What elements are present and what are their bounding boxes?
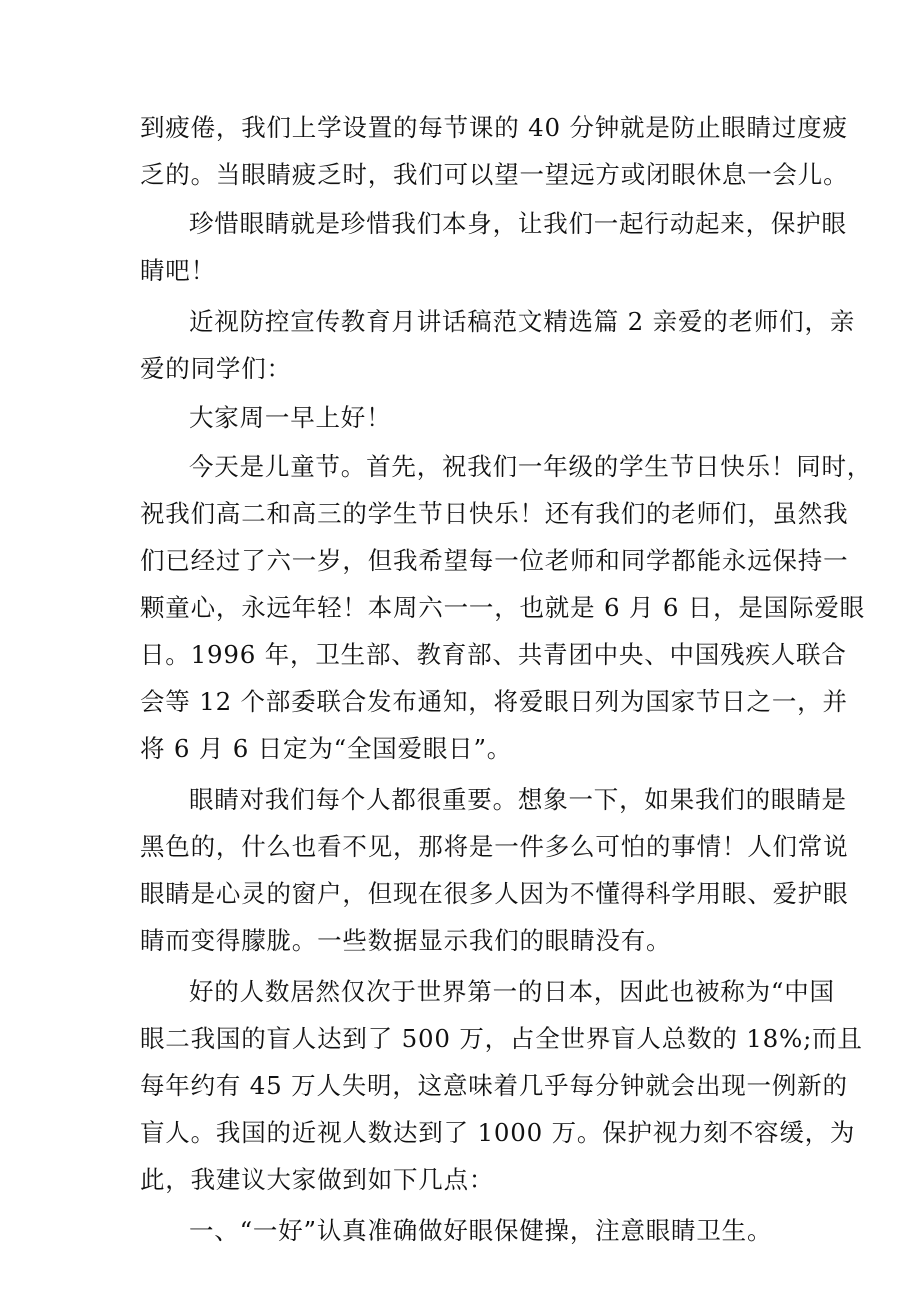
text-line: 此，我建议大家做到如下几点： xyxy=(140,1165,495,1194)
text-line: 睛而变得朦胧。一些数据显示我们的眼睛没有。 xyxy=(140,926,672,955)
paragraph-3 xyxy=(140,298,856,392)
text-line: 一、“一好”认真准确做好眼保健操，注意眼睛卫生。 xyxy=(189,1216,773,1245)
text-line: 今天是儿童节。首先，祝我们一年级的学生节日快乐！同时， xyxy=(189,452,873,481)
paragraph-5 xyxy=(140,443,873,772)
text-line: 祝我们高二和高三的学生节日快乐！还有我们的老师们，虽然我 xyxy=(140,499,849,528)
text-line: 盲人。我国的近视人数达到了 1000 万。保护视力刻不容缓，为 xyxy=(140,1118,856,1147)
text-line: 珍惜眼睛就是珍惜我们本身，让我们一起行动起来，保护眼 xyxy=(189,209,847,238)
paragraph-6 xyxy=(140,776,849,964)
paragraph-1 xyxy=(140,104,849,198)
text-line: 会等 12 个部委联合发布通知，将爱眼日列为国家节日之一，并 xyxy=(140,687,848,716)
text-line: 乏的。当眼睛疲乏时，我们可以望一望远方或闭眼休息一会儿。 xyxy=(140,160,849,189)
text-line: 大家周一早上好！ xyxy=(189,403,392,432)
document-body xyxy=(140,104,873,1254)
text-line: 们已经过了六一岁，但我希望每一位老师和同学都能永远保持一 xyxy=(140,546,849,575)
text-line: 近视防控宣传教育月讲话稿范文精选篇 2 亲爱的老师们，亲 xyxy=(189,307,856,336)
text-line: 日。1996 年，卫生部、教育部、共青团中央、中国残疾人联合 xyxy=(140,640,847,669)
paragraph-7 xyxy=(140,968,863,1203)
text-line: 每年约有 45 万人失明，这意味着几乎每分钟就会出现一例新的 xyxy=(140,1071,848,1100)
text-line: 睛吧！ xyxy=(140,256,216,285)
text-line: 到疲倦，我们上学设置的每节课的 40 分钟就是防止眼睛过度疲 xyxy=(140,113,848,142)
text-line: 眼睛是心灵的窗户，但现在很多人因为不懂得科学用眼、爱护眼 xyxy=(140,879,849,908)
text-line: 将 6 月 6 日定为“全国爱眼日”。 xyxy=(140,734,513,763)
paragraph-4 xyxy=(140,394,788,441)
text-line: 眼睛对我们每个人都很重要。想象一下，如果我们的眼睛是 xyxy=(189,785,847,814)
text-line: 颗童心，永远年轻！本周六一一，也就是 6 月 6 日，是国际爱眼 xyxy=(140,593,865,622)
paragraph-2 xyxy=(140,200,847,294)
text-line: 黑色的，什么也看不见，那将是一件多么可怕的事情！人们常说 xyxy=(140,832,849,861)
text-line: 爱的同学们： xyxy=(140,354,292,383)
paragraph-8 xyxy=(140,1207,788,1254)
text-line: 好的人数居然仅次于世界第一的日本，因此也被称为“中国 xyxy=(189,977,835,1006)
text-line: 眼二我国的盲人达到了 500 万，占全世界盲人总数的 18%;而且 xyxy=(140,1024,863,1053)
